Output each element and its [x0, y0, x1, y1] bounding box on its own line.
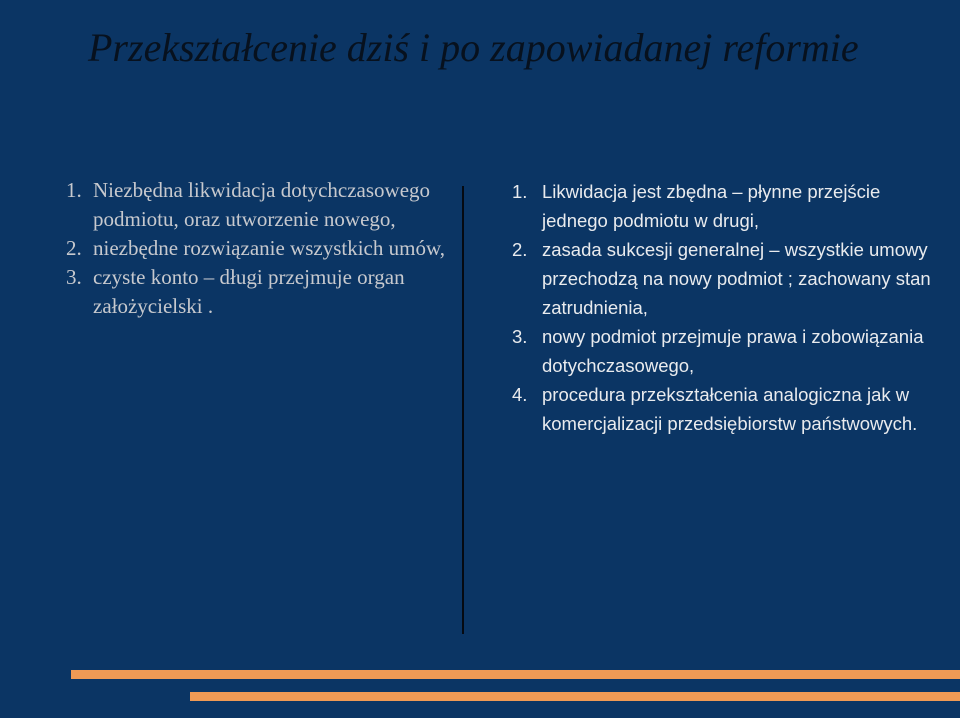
right-item-text: procedura przekształcenia analogiczna jak w komercjalizacji przedsiębiorstw państwowych.: [542, 384, 918, 434]
column-divider: [462, 186, 464, 634]
left-item-number: 3.: [66, 265, 82, 289]
right-list-item-1: [512, 177, 932, 235]
right-item-number: 4.: [512, 384, 528, 405]
right-item-number: 1.: [512, 181, 528, 202]
left-item-text: czyste konto – długi przejmuje organ założycielski .: [93, 265, 405, 318]
right-list-item-4: [512, 380, 932, 438]
left-list-item-1: [66, 176, 456, 234]
right-list-item-3: [512, 322, 932, 380]
accent-bar-top: [71, 670, 960, 679]
slide-title: Przekształcenie dziś i po zapowiadanej reformie: [88, 25, 859, 70]
accent-bar-bottom: [190, 692, 960, 701]
right-item-number: 2.: [512, 239, 528, 260]
left-list-item-2: [66, 234, 456, 263]
left-item-number: 1.: [66, 178, 82, 202]
right-list-item-2: [512, 235, 932, 322]
left-item-text: Niezbędna likwidacja dotychczasowego podmiotu, oraz utworzenie nowego,: [93, 178, 431, 231]
right-item-text: zasada sukcesji generalnej – wszystkie umowy przechodzą na nowy podmiot ; zachowany stan zatrudnienia,: [542, 239, 931, 318]
left-item-number: 2.: [66, 236, 82, 260]
right-item-text: Likwidacja jest zbędna – płynne przejście jednego podmiotu w drugi,: [542, 181, 881, 231]
right-item-text: nowy podmiot przejmuje prawa i zobowiązania dotychczasowego,: [542, 326, 924, 376]
right-column: [512, 177, 932, 438]
left-column: [66, 176, 456, 321]
left-list-item-3: [66, 263, 456, 321]
right-item-number: 3.: [512, 326, 528, 347]
left-item-text: niezbędne rozwiązanie wszystkich umów,: [93, 236, 446, 260]
